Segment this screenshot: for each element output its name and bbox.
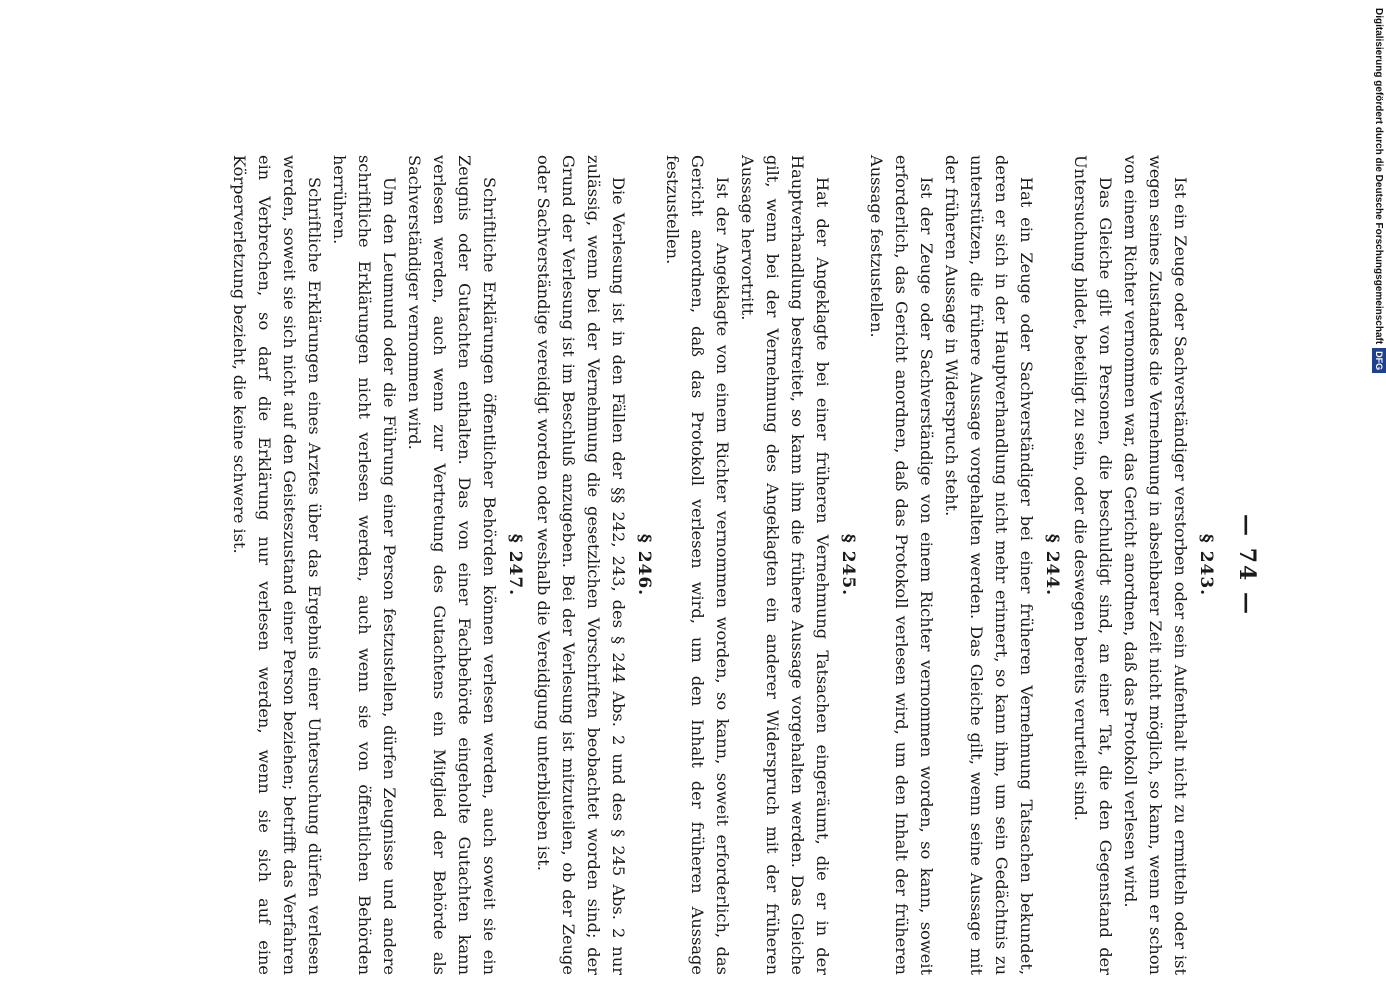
section-title: § 246.: [634, 533, 654, 597]
section-paragraph: Hat ein Zeuge oder Sachverständiger bei einer früheren Vernehmung Tatsachen bekundet, deren er sich in der Hauptverhandlung nicht mehr erinnert, so kann ihm, um sein Gedächtnis zu unterstützen, die frühere Aussage vorgehalten werden. Das Gleiche gilt, wenn seine Aussage mit der früheren Aussage in Widerspruch steht.: [942, 155, 1036, 975]
dfg-credit: [1372, 8, 1385, 408]
section-paragraph: Schriftliche Erklärungen öffentlicher Behörden können verlesen werden, auch soweit sie ein Zeugnis oder Gutachten enthalten. Das von einer Fachbehörde eingeholte Gutachten kann verlesen werden, auch wenn zur Vertretung des Gutachtens ein Mitglied der Behörde als Sachverständiger vernommen wird.: [405, 155, 499, 975]
rotated-page: [160, 155, 1260, 975]
section-paragraph: Hat der Angeklagte bei einer früheren Vernehmung Tatsachen eingeräumt, die er in der Hauptverhandlung bestreitet, so kann ihm die frühere Aussage vorgehalten werden. Das Gleiche gilt, wenn bei der Vernehmung des Angeklagten ein anderer Widerspruch mit der früheren Aussage hervortritt.: [738, 155, 832, 975]
section-title: § 247.: [505, 533, 525, 597]
sections-container: [227, 155, 1216, 975]
section-title: § 244.: [1042, 533, 1062, 597]
dfg-logo: DFG: [1372, 348, 1386, 373]
section-paragraph: Um den Leumund oder die Führung einer Person festzustellen, dürfen Zeugnisse und andere schriftliche Erklärungen nicht verlesen werden, auch wenn sie von öffentlichen Behörden herrühren.: [330, 155, 399, 975]
credit-text: Digitalisierung gefördert durch die Deutsche Forschungsgemeinschaft: [1373, 8, 1385, 345]
section: [864, 155, 1062, 975]
section: [531, 155, 654, 975]
section-title: § 245.: [838, 533, 858, 597]
section-paragraph: Schriftliche Erklärungen eines Arztes über das Ergebnis einer Untersuchung dürfen verlesen werden, soweit sie sich nicht auf den Geisteszustand einer Person beziehen; betrifft das Verfahren ein Verbrechen, so darf die Erklärung nur verlesen werden, wenn sie sich auf eine Körperverletzung bezieht, die keine schwere ist.: [230, 155, 324, 975]
dfg-credit-strip: [1372, 8, 1386, 400]
section: [660, 155, 858, 975]
section-paragraph: Ist der Zeuge oder Sachverständige von einem Richter vernommen worden, so kann, soweit erforderlich, das Gericht anordnen, daß das Protokoll verlesen wird, um den Inhalt der früheren Aussage festzustellen.: [867, 155, 936, 975]
section-title: § 243.: [1196, 533, 1216, 597]
section-paragraph: Das Gleiche gilt von Personen, die beschuldigt sind, an einer Tat, die den Gegenstand der Untersuchung bildet, beteiligt zu sein, oder die deswegen bereits verurteilt sind.: [1071, 155, 1115, 975]
section-paragraph: Die Verlesung ist in den Fällen der §§ 242, 243, des § 244 Abs. 2 und des § 245 Abs. 2 nur zulässig, wenn bei der Vernehmung die gesetzlichen Vorschriften beobachtet worden sind; der Grund der Verlesung ist im Beschluß anzugeben. Bei der Verlesung ist mitzuteilen, ob der Zeuge oder Sachverständige vereidigt worden oder weshalb die Vereidigung unterblieben ist.: [534, 155, 628, 975]
section: [227, 155, 525, 975]
section: [1068, 155, 1216, 975]
page-number: — 74 —: [1234, 514, 1260, 616]
section-paragraph: Ist der Angeklagte von einem Richter vernommen worden, so kann, soweit erforderlich, das Gericht anordnen, daß das Protokoll verlesen wird, um den Inhalt der früheren Aussage festzustellen.: [663, 155, 732, 975]
section-paragraph: Ist ein Zeuge oder Sachverständiger verstorben oder sein Aufenthalt nicht zu ermitteln oder ist wegen seines Zustandes die Vernehmung in absehbarer Zeit nicht möglich, so kann, wenn er schon von einem Richter vernommen war, das Gericht anordnen, daß das Protokoll verlesen wird.: [1121, 155, 1190, 975]
